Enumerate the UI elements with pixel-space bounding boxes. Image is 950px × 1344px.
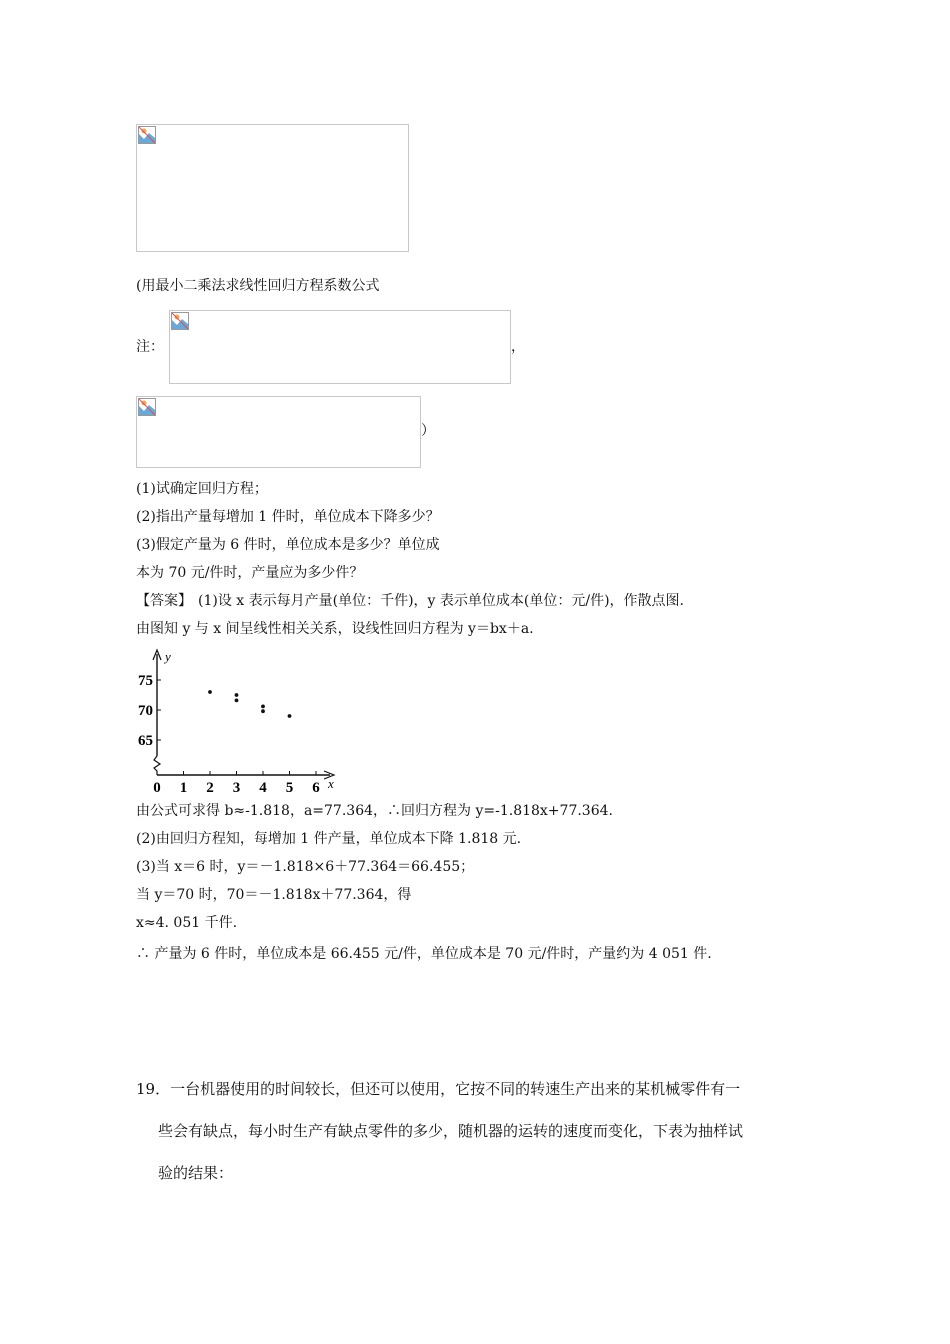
formula-intro: (用最小二乘法求线性回归方程系数公式 [136, 278, 380, 294]
y-axis-label: y [165, 649, 171, 664]
answer-after-4: 当 y＝70 时，70＝－1.818x＋77.364，得 [136, 887, 412, 903]
answer-after-1: 由公式可求得 b≈-1.818，a=77.364，∴回归方程为 y=-1.818x+77.364. [136, 803, 613, 819]
scatter-point [235, 699, 239, 703]
answer-after-5: x≈4. 051 千件. [136, 915, 238, 931]
broken-image-icon [138, 398, 156, 416]
answer-line-2: 由图知 y 与 x 间呈线性相关关系，设线性回归方程为 y＝bx＋a. [136, 621, 534, 637]
scatter-point [261, 709, 265, 713]
formula-image-1 [136, 124, 409, 252]
scatter-point [288, 714, 292, 718]
broken-image-icon [138, 126, 156, 144]
scatter-chart [130, 648, 340, 798]
question-1: (1)试确定回归方程； [136, 481, 268, 497]
answer-tag: 【答案】 [136, 593, 192, 609]
q19-line-2: 些会有缺点，每小时生产有缺点零件的多少，随机器的运转的速度而变化，下表为抽样试 [158, 1122, 744, 1140]
answer-after-2: (2)由回归方程知，每增加 1 件产量，单位成本下降 1.818 元. [136, 831, 522, 847]
scatter-point [208, 690, 212, 694]
x-tick-label: 4 [259, 780, 267, 796]
scatter-point [261, 705, 265, 709]
y-tick-label: 75 [138, 673, 153, 689]
broken-image-icon [171, 312, 189, 330]
q19-line-1: 19．一台机器使用的时间较长，但还可以使用，它按不同的转速生产出来的某机械零件有一 [136, 1080, 741, 1098]
x-tick-label: 3 [232, 780, 241, 796]
question-2: (2)指出产量每增加 1 件时，单位成本下降多少？ [136, 509, 440, 525]
y-tick-label: 70 [138, 703, 153, 719]
x-tick-label: 0 [153, 780, 161, 796]
answer-after-3: (3)当 x＝6 时，y＝－1.818×6＋77.364＝66.455； [136, 859, 475, 875]
q19-line-3: 验的结果： [158, 1164, 234, 1182]
close-paren: ） [421, 423, 435, 439]
y-axis-break [154, 756, 160, 775]
question-3: (3)假定产量为 6 件时，单位成本是多少？单位成 [136, 537, 440, 553]
note-label: 注： [136, 339, 164, 355]
formula-image-3 [136, 396, 421, 468]
formula-image-2 [169, 310, 511, 384]
scatter-point [235, 693, 239, 697]
x-tick-label: 6 [312, 780, 320, 796]
answer-conclusion: ∴ 产量为 6 件时，单位成本是 66.455 元/件，单位成本是 70 元/件时，产量约为 4 051 件. [136, 946, 712, 962]
x-tick-label: 5 [285, 780, 294, 796]
x-axis-label: x [328, 776, 334, 791]
x-tick-label: 1 [179, 780, 188, 796]
question-3-cont: 本为 70 元/件时，产量应为多少件？ [136, 565, 364, 581]
y-tick-label: 65 [138, 733, 153, 749]
x-tick-label: 2 [206, 780, 214, 796]
answer-line-1 [136, 591, 684, 611]
answer-text-1: (1)设 x 表示每月产量(单位：千件)，y 表示单位成本(单位：元/件)，作散点图. [198, 593, 684, 609]
comma: ， [511, 339, 525, 355]
